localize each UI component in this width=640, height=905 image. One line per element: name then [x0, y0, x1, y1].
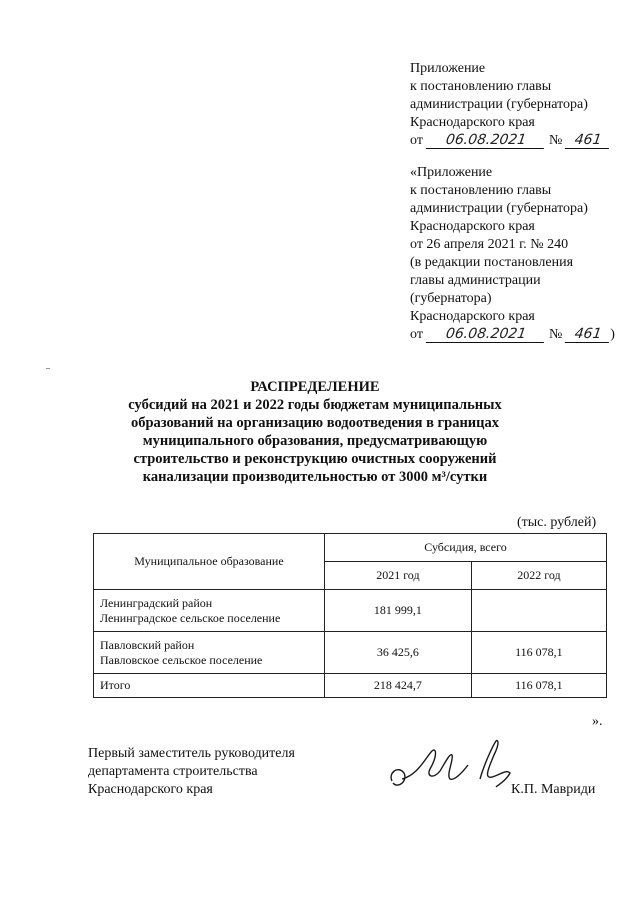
title-line: канализации производительностью от 3000 м³/сутки [142, 469, 488, 485]
title-line: строительство и реконструкцию очистных сооружений [133, 451, 497, 467]
total-row [94, 674, 607, 698]
from-label: от [410, 327, 423, 342]
handwritten-number: 461 [565, 132, 611, 149]
appendix-date-line [410, 326, 635, 344]
total-2021: 218 424,7 [324, 674, 471, 698]
appendix-line: (губернатора) [410, 291, 492, 306]
header-subsidy: Субсидия, всего [324, 534, 606, 562]
settlement-name: Ленинградское сельское поселение [100, 610, 281, 625]
from-label: от [410, 133, 423, 148]
appendix-line: Краснодарского края [410, 309, 535, 324]
document-title [100, 378, 530, 486]
appendix-line: Краснодарского края [410, 115, 535, 130]
title-line: образований на организацию водоотведения в границах [130, 415, 500, 431]
title-heading: РАСПРЕДЕЛЕНИЕ [250, 379, 380, 395]
scan-speck [46, 368, 50, 369]
units-label: (тыс. рублей) [517, 515, 597, 530]
subsidy-table [93, 533, 607, 698]
signatory-title [88, 745, 295, 799]
value-2022 [471, 590, 606, 632]
signatory-line: Краснодарского края [88, 782, 213, 797]
appendix-line: администрации (губернатора) [410, 97, 588, 112]
appendix-line: администрации (губернатора) [410, 201, 588, 216]
appendix-line: от 26 апреля 2021 г. № 240 [410, 237, 569, 252]
appendix-line: «Приложение [410, 165, 493, 180]
settlement-name: Павловское сельское поселение [100, 652, 263, 667]
municipality-cell [94, 590, 325, 632]
table-row [94, 632, 607, 674]
appendix-line: к постановлению главы [410, 183, 552, 198]
appendix-line: Краснодарского края [410, 219, 535, 234]
handwritten-date: 06.08.2021 [426, 132, 546, 149]
district-name: Ленинградский район [100, 595, 213, 610]
header-municipality: Муниципальное образование [94, 534, 325, 590]
header-2021: 2021 год [324, 562, 471, 590]
title-line: субсидий на 2021 и 2022 годы бюджетам муниципальных [128, 397, 502, 413]
appendix-line: (в редакции постановления [410, 255, 574, 270]
appendix-line: Приложение [410, 61, 486, 76]
handwritten-signature [388, 735, 513, 795]
handwritten-date: 06.08.2021 [426, 326, 546, 343]
municipality-cell [94, 632, 325, 674]
appendix-line: главы администрации [410, 273, 541, 288]
signatory-line: департамента строительства [88, 764, 258, 779]
closing-quote: ». [592, 714, 603, 729]
appendix-header [410, 60, 635, 150]
signatory-line: Первый заместитель руководителя [88, 746, 295, 761]
signatory-name: К.П. Мавриди [511, 782, 596, 797]
header-2022: 2022 год [471, 562, 606, 590]
total-label: Итого [94, 674, 325, 698]
value-2022: 116 078,1 [471, 632, 606, 674]
appendix-line: к постановлению главы [410, 79, 552, 94]
number-label: № [548, 133, 563, 148]
total-2022: 116 078,1 [471, 674, 606, 698]
district-name: Павловский район [100, 637, 195, 652]
number-label: № [548, 327, 563, 342]
appendix-date-line [410, 132, 635, 150]
handwritten-number: 461 [565, 326, 611, 343]
value-2021: 36 425,6 [324, 632, 471, 674]
closing-paren: ) [610, 327, 615, 342]
appendix-amended-header [410, 164, 635, 344]
title-line: муниципального образования, предусматривающую [142, 433, 488, 449]
value-2021: 181 999,1 [324, 590, 471, 632]
table-row [94, 590, 607, 632]
